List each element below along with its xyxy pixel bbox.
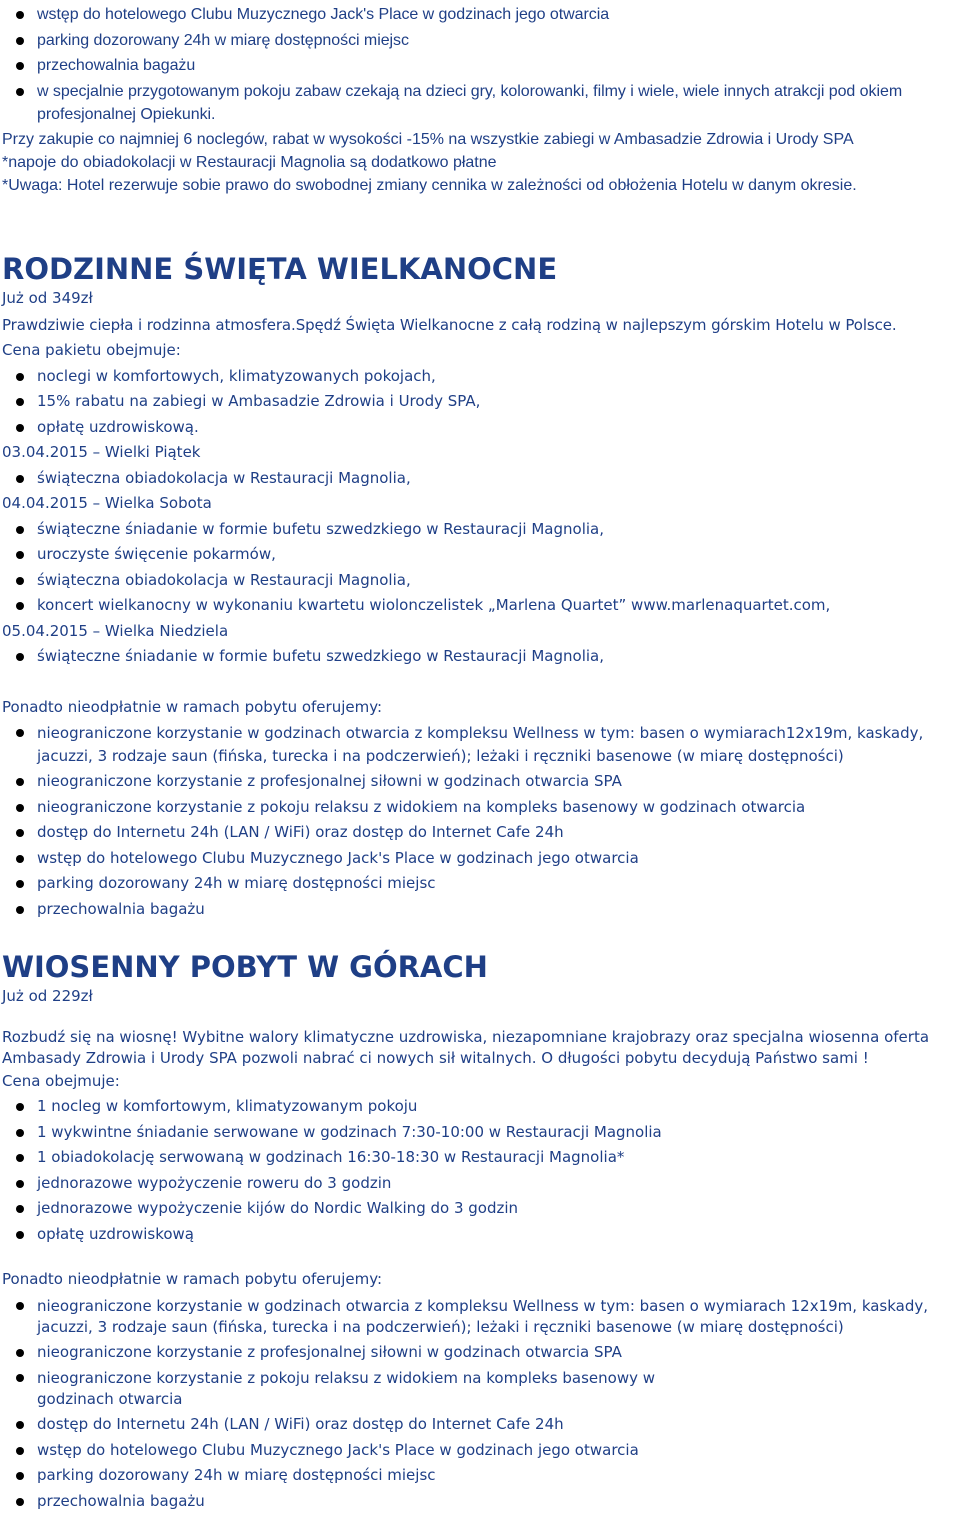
bullet-icon	[16, 526, 24, 534]
list-item: noclegi w komfortowych, klimatyzowanych pokojach,	[0, 364, 960, 390]
price-line: Już od 229zł	[2, 987, 93, 1005]
bullet-icon	[16, 653, 24, 661]
extras-list	[0, 720, 960, 922]
list-item: dostęp do Internetu 24h (LAN / WiFi) oraz dostęp do Internet Cafe 24h	[0, 820, 960, 846]
includes-list	[0, 1094, 960, 1247]
day-label: 05.04.2015 – Wielka Niedziela	[2, 621, 229, 640]
spacer	[0, 670, 960, 695]
list-item: nieograniczone korzystanie z pokoju relaksu z widokiem na kompleks basenowy w godzinach otwarcia	[0, 1365, 960, 1412]
bullet-icon	[16, 1472, 24, 1480]
bullet-icon	[16, 62, 24, 70]
list-item: przechowalnia bagażu	[0, 1489, 960, 1514]
list-item: parking dozorowany 24h w miarę dostępności miejsc	[0, 871, 960, 897]
list-item: jednorazowe wypożyczenie kijów do Nordic Walking do 3 godzin	[0, 1196, 960, 1222]
bullet-icon	[16, 373, 24, 381]
bullet-icon	[16, 1302, 24, 1310]
day1-list	[0, 466, 960, 492]
list-item: przechowalnia bagażu	[0, 53, 960, 79]
bullet-icon	[16, 424, 24, 432]
top-list	[0, 2, 960, 126]
price-line: Już od 349zł	[2, 289, 93, 307]
list-item: parking dozorowany 24h w miarę dostępności miejsc	[0, 1463, 960, 1489]
list-item: nieograniczone korzystanie w godzinach otwarcia z kompleksu Wellness w tym: basen o wymiarach12x19m, kaskady, jacuzzi, 3 rodzaje saun (fińska, turecka i na podczerwień); leżaki i ręczniki basenowe (w miarę dostępności)	[0, 720, 960, 769]
list-item: świąteczne śniadanie w formie bufetu szwedzkiego w Restauracji Magnolia,	[0, 517, 960, 543]
bullet-icon	[16, 1421, 24, 1429]
bullet-icon	[16, 804, 24, 812]
day2-list	[0, 517, 960, 619]
list-item: opłatę uzdrowiskową	[0, 1222, 960, 1248]
bullet-icon	[16, 1129, 24, 1137]
list-item: 15% rabatu na zabiegi w Ambasadzie Zdrowia i Urody SPA,	[0, 389, 960, 415]
day-label: 03.04.2015 – Wielki Piątek	[2, 443, 201, 461]
bullet-icon	[16, 475, 24, 483]
bullet-icon	[16, 37, 24, 45]
list-item: wstęp do hotelowego Clubu Muzycznego Jack's Place w godzinach jego otwarcia	[0, 846, 960, 872]
bullet-icon	[16, 1374, 24, 1382]
spring-section	[0, 950, 960, 1514]
bullet-icon	[16, 729, 24, 737]
list-item: wstęp do hotelowego Clubu Muzycznego Jack's Place w godzinach jego otwarcia	[0, 1438, 960, 1464]
list-item: 1 wykwintne śniadanie serwowane w godzinach 7:30-10:00 w Restauracji Magnolia	[0, 1120, 960, 1146]
note-line: *napoje do obiadokolacji w Restauracji Magnolia są dodatkowo płatne	[2, 153, 497, 171]
list-item: koncert wielkanocny w wykonaniu kwartetu wiolonczelistek „Marlena Quartet” www.marlenaquartet.com,	[0, 593, 960, 619]
includes-list	[0, 364, 960, 441]
top-notes	[0, 128, 960, 197]
list-item: wstęp do hotelowego Clubu Muzycznego Jack's Place w godzinach jego otwarcia	[0, 2, 960, 28]
bullet-icon	[16, 1349, 24, 1357]
extras-label: Ponadto nieodpłatnie w ramach pobytu oferujemy:	[2, 697, 383, 716]
list-item: 1 nocleg w komfortowym, klimatyzowanym pokoju	[0, 1094, 960, 1120]
includes-label: Cena pakietu obejmuje:	[2, 341, 181, 359]
top-section	[0, 2, 960, 197]
list-item: nieograniczone korzystanie z profesjonalnej siłowni w godzinach otwarcia SPA	[0, 769, 960, 795]
list-item: przechowalnia bagażu	[0, 897, 960, 923]
bullet-icon	[16, 1103, 24, 1111]
bullet-icon	[16, 1231, 24, 1239]
intro-paragraph: Rozbudź się na wiosnę! Wybitne walory klimatyczne uzdrowiska, niezapomniane krajobrazy oraz specjalna wiosenna oferta Ambasady Zdrowia i Urody SPA pozwoli nabrać ci nowych sił witalnych. O długości pobytu decydują Państwo sami !	[2, 1027, 930, 1067]
list-item: świąteczna obiadokolacja w Restauracji Magnolia,	[0, 466, 960, 492]
list-item: nieograniczone korzystanie z profesjonalnej siłowni w godzinach otwarcia SPA	[0, 1340, 960, 1366]
bullet-icon	[16, 1180, 24, 1188]
spacer	[0, 1247, 960, 1267]
list-item: nieograniczone korzystanie z pokoju relaksu z widokiem na kompleks basenowy w godzinach otwarcia	[0, 795, 960, 821]
spacer	[0, 1010, 960, 1027]
bullet-icon	[16, 906, 24, 914]
list-item: dostęp do Internetu 24h (LAN / WiFi) oraz dostęp do Internet Cafe 24h	[0, 1412, 960, 1438]
list-item: opłatę uzdrowiskową.	[0, 415, 960, 441]
bullet-icon	[16, 829, 24, 837]
list-item: jednorazowe wypożyczenie roweru do 3 godzin	[0, 1171, 960, 1197]
easter-section	[0, 252, 960, 922]
day3-list	[0, 644, 960, 670]
bullet-icon	[16, 577, 24, 585]
bullet-icon	[16, 88, 24, 96]
list-item: w specjalnie przygotowanym pokoju zabaw czekają na dzieci gry, kolorowanki, filmy i wiele, wiele innych atrakcji pod okiem profesjonalnej Opiekunki.	[0, 79, 960, 126]
bullet-icon	[16, 1498, 24, 1506]
list-item: świąteczna obiadokolacja w Restauracji Magnolia,	[0, 568, 960, 594]
intro-line: Prawdziwie ciepła i rodzinna atmosfera.Spędź Święta Wielkanocne z całą rodziną w najlepszym górskim Hotelu w Polsce.	[2, 315, 897, 334]
section-title: WIOSENNY POBYT W GÓRACH	[2, 950, 488, 984]
list-item: uroczyste święcenie pokarmów,	[0, 542, 960, 568]
bullet-icon	[16, 880, 24, 888]
bullet-icon	[16, 778, 24, 786]
section-title: RODZINNE ŚWIĘTA WIELKANOCNE	[2, 252, 558, 286]
list-item: 1 obiadokolację serwowaną w godzinach 16:30-18:30 w Restauracji Magnolia*	[0, 1145, 960, 1171]
list-item: nieograniczone korzystanie w godzinach otwarcia z kompleksu Wellness w tym: basen o wymiarach 12x19m, kaskady, jacuzzi, 3 rodzaje saun (fińska, turecka i na podczerwień); leżaki i ręczniki basenowe (w miarę dostępności)	[0, 1293, 960, 1340]
bullet-icon	[16, 602, 24, 610]
extras-list	[0, 1293, 960, 1514]
day-label: 04.04.2015 – Wielka Sobota	[2, 494, 212, 512]
extras-label: Ponadto nieodpłatnie w ramach pobytu oferujemy:	[2, 1270, 383, 1288]
bullet-icon	[16, 551, 24, 559]
list-item: parking dozorowany 24h w miarę dostępności miejsc	[0, 28, 960, 54]
bullet-icon	[16, 1154, 24, 1162]
bullet-icon	[16, 11, 24, 19]
bullet-icon	[16, 1447, 24, 1455]
note-line: *Uwaga: Hotel rezerwuje sobie prawo do swobodnej zmiany cennika w zależności od obłożenia Hotelu w danym okresie.	[2, 176, 857, 194]
includes-label: Cena obejmuje:	[2, 1071, 120, 1090]
note-line: Przy zakupie co najmniej 6 noclegów, rabat w wysokości -15% na wszystkie zabiegi w Ambasadzie Zdrowia i Urody SPA	[2, 130, 854, 148]
bullet-icon	[16, 398, 24, 406]
bullet-icon	[16, 1205, 24, 1213]
list-item: świąteczne śniadanie w formie bufetu szwedzkiego w Restauracji Magnolia,	[0, 644, 960, 670]
bullet-icon	[16, 855, 24, 863]
